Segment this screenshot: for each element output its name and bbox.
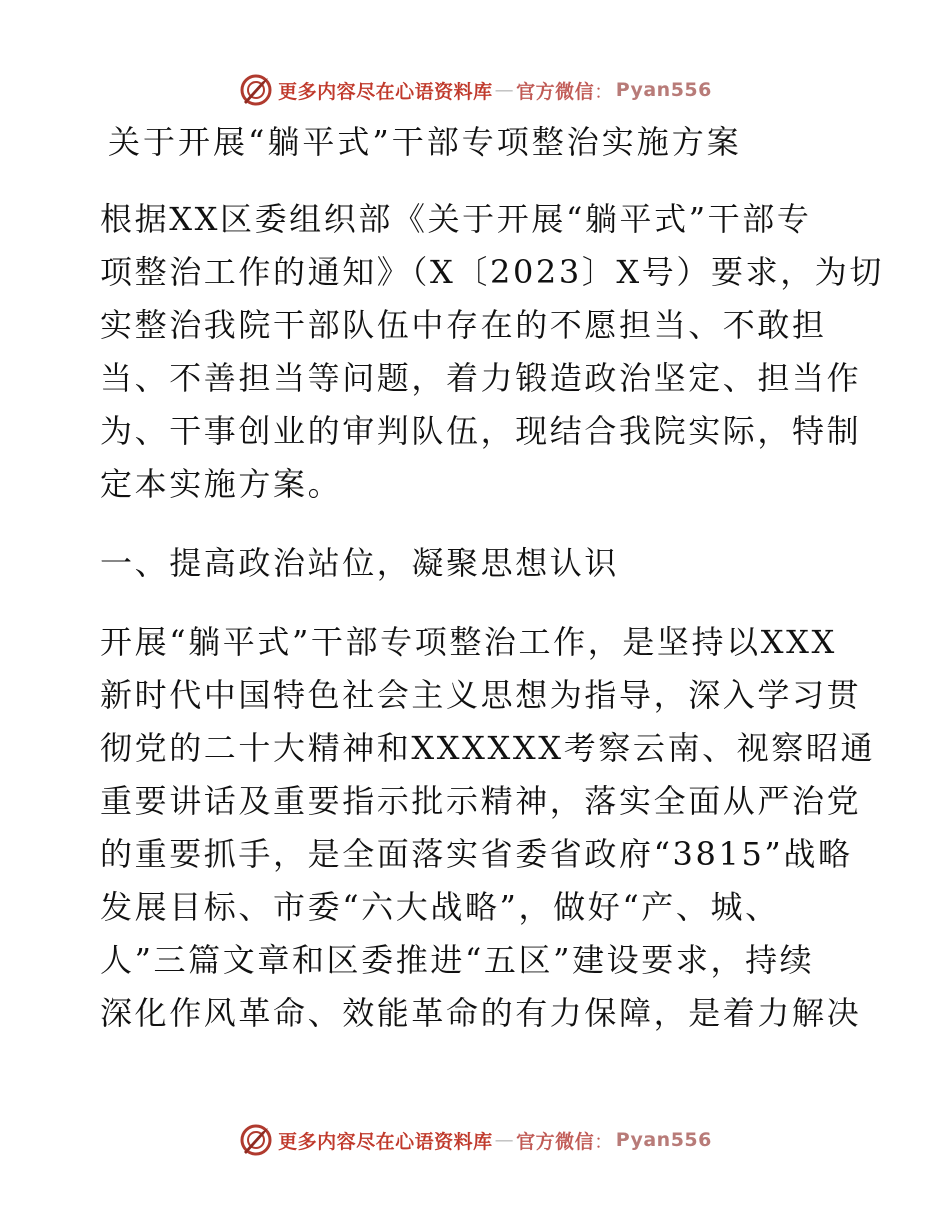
footer-banner xyxy=(0,1120,950,1160)
banner-separator: ： xyxy=(594,1130,614,1153)
paragraph-line: 当、不善担当等问题，着力锻造政治坚定、担当作 xyxy=(100,359,862,397)
paragraph-line: 发展目标、市委“六大战略”，做好“产、城、 xyxy=(100,888,780,926)
body-paragraph xyxy=(100,616,876,1040)
banner-dash: — xyxy=(494,1129,515,1151)
paragraph-line: 定本实施方案。 xyxy=(100,465,343,503)
header-banner xyxy=(0,70,950,110)
banner-separator: ： xyxy=(594,80,614,103)
banner-brand-text: 更多内容尽在心语资料库 xyxy=(278,80,493,103)
banner-contact-label: 官方微信 xyxy=(516,80,595,103)
paragraph-line: 项整治工作的通知》（X〔2023〕X号）要求，为切 xyxy=(100,253,885,291)
paragraph-line: 开展“躺平式”干部专项整治工作，是坚持以XXX xyxy=(100,623,837,661)
quill-logo-icon xyxy=(238,1122,274,1158)
banner-brand-text: 更多内容尽在心语资料库 xyxy=(278,1130,493,1153)
paragraph-line: 实整治我院干部队伍中存在的不愿担当、不敢担 xyxy=(100,306,827,344)
banner-wechat-id: Pyan556 xyxy=(615,79,712,101)
paragraph-line: 新时代中国特色社会主义思想为指导，深入学习贯 xyxy=(100,676,862,714)
quill-logo-icon xyxy=(238,72,274,108)
paragraph-line: 根据XX区委组织部《关于开展“躺平式”干部专 xyxy=(100,200,812,238)
banner-wechat-id: Pyan556 xyxy=(615,1129,712,1151)
banner-contact-label: 官方微信 xyxy=(516,1130,595,1153)
paragraph-line: 深化作风革命、效能革命的有力保障，是着力解决 xyxy=(100,994,862,1032)
document-title: 关于开展“躺平式”干部专项整治实施方案 xyxy=(108,123,742,161)
paragraph-line: 重要讲话及重要指示批示精神，落实全面从严治党 xyxy=(100,782,862,820)
paragraph-line: 的重要抓手，是全面落实省委省政府“3815”战略 xyxy=(100,835,853,873)
intro-paragraph xyxy=(100,193,885,511)
paragraph-line: 彻党的二十大精神和XXXXXX考察云南、视察昭通 xyxy=(100,729,876,767)
paragraph-line: 为、干事创业的审判队伍，现结合我院实际，特制 xyxy=(100,412,862,450)
section-heading: 一、提高政治站位，凝聚思想认识 xyxy=(100,544,620,582)
paragraph-line: 人”三篇文章和区委推进“五区”建设要求，持续 xyxy=(100,941,815,979)
document-content xyxy=(100,118,885,1040)
banner-dash: — xyxy=(494,79,515,101)
